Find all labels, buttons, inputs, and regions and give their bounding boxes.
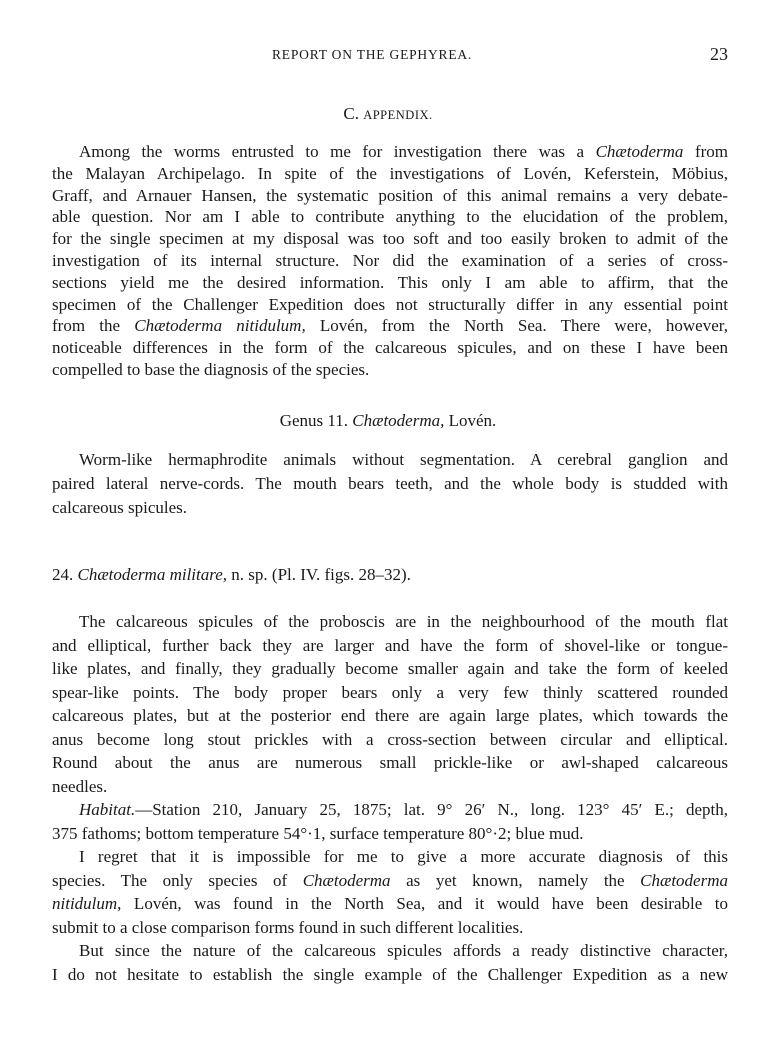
italic-term: Chætoderma militare, — [77, 565, 228, 584]
text-line — [52, 294, 728, 316]
italic-term: Chætoderma nitidulum, — [134, 316, 306, 336]
text-line — [52, 939, 728, 963]
text-run: as yet known, namely the — [390, 870, 641, 890]
text-run: noticeable differences in the form of the calcareous spicules, and on these I have been — [52, 338, 728, 358]
text-run: Among the worms entrusted to me for investigation there was a — [79, 142, 596, 161]
text-run: The calcareous spicules of the proboscis are in the neighbourhood of the mouth flat — [79, 612, 728, 631]
text-run: I regret that it is impossible for me to give a more accurate diagnosis of this — [79, 847, 728, 866]
text-line — [52, 206, 728, 228]
text-line — [52, 359, 728, 381]
species-description — [52, 610, 728, 986]
text-run: investigation of its internal structure. Nor did the examination of a series of cross- — [52, 250, 728, 270]
text-run: able question. Nor am I able to contribute anything to the elucidation of the problem, — [52, 207, 728, 227]
text-line — [52, 798, 728, 822]
text-line — [52, 272, 728, 294]
text-line — [52, 563, 728, 587]
italic-term: Habitat. — [79, 800, 136, 819]
text-run: from the — [52, 316, 135, 336]
text-line — [52, 634, 728, 658]
text-run: 24. — [52, 565, 78, 584]
text-run: anus become long stout prickles with a cross-section between circular and elliptical. — [52, 729, 728, 749]
text-line — [52, 657, 728, 681]
text-line — [52, 448, 728, 472]
appendix-letter: C. — [343, 104, 359, 123]
page-number: 23 — [710, 44, 728, 64]
text-line — [52, 228, 728, 250]
text-line — [52, 315, 728, 337]
text-line — [52, 916, 728, 940]
text-run: compelled to base the diagnosis of the species. — [52, 359, 370, 379]
text-line — [52, 610, 728, 634]
text-run: needles. — [52, 776, 108, 796]
text-line — [52, 892, 728, 916]
text-line — [52, 963, 728, 987]
text-run: the Malayan Archipelago. In spite of the investigations of Lovén, Keferstein, Möbius, — [52, 163, 728, 183]
text-run: for the single specimen at my disposal was too soft and too easily broken to admit of the — [52, 229, 728, 249]
running-title: REPORT ON THE GEPHYREA. — [272, 47, 473, 62]
text-run: I do not hesitate to establish the single example of the Challenger Expedition as a new — [52, 964, 728, 984]
text-run: But since the nature of the calcareous spicules affords a ready distinctive character, — [79, 941, 728, 960]
text-run: paired lateral nerve-cords. The mouth bears teeth, and the whole body is studded with — [52, 474, 728, 493]
text-line — [52, 337, 728, 359]
text-run: specimen of the Challenger Expedition does not structurally differ in any essential point — [52, 294, 728, 314]
text-run: sections yield me the desired information. This only I am able to affirm, that the — [52, 272, 728, 292]
text-run: from — [683, 142, 728, 161]
text-line — [52, 845, 728, 869]
italic-term: nitidulum, — [52, 894, 122, 913]
appendix-heading — [0, 104, 776, 124]
text-run: calcareous plates, but at the posterior end there are again large plates, which towards the — [52, 706, 728, 725]
genus-heading — [0, 411, 776, 431]
text-run: and elliptical, further back they are larger and have the form of shovel-like or tongue- — [52, 635, 728, 655]
text-run: submit to a close comparison forms found in such different localities. — [52, 917, 524, 937]
text-line — [52, 163, 728, 185]
text-run: like plates, and finally, they gradually become smaller again and take the form of keeled — [52, 659, 728, 678]
text-line — [52, 141, 728, 163]
text-line — [52, 728, 728, 752]
text-line — [52, 472, 728, 496]
species-heading — [52, 563, 728, 587]
italic-term: Chætoderma — [640, 870, 728, 890]
text-line — [52, 751, 728, 775]
text-run: spear-like points. The body proper bears only a very few thinly scattered rounded — [52, 682, 728, 702]
text-run: Worm-like hermaphrodite animals without segmentation. A cerebral ganglion and — [79, 450, 728, 469]
text-run: n. sp. (Pl. IV. figs. 28–32). — [227, 565, 411, 584]
italic-term: Chætoderma — [302, 870, 391, 890]
text-run: Lovén. — [444, 411, 497, 430]
text-line — [52, 185, 728, 207]
running-header — [0, 45, 776, 67]
text-run: Genus 11. — [279, 411, 353, 430]
text-run: Graff, and Arnauer Hansen, the systematic position of this animal remains a very debate- — [52, 185, 728, 205]
text-run: —Station 210, January 25, 1875; lat. 9° 26′ N., long. 123° 45′ E.; depth, — [135, 800, 728, 819]
text-line — [52, 704, 728, 728]
text-run: Lovén, was found in the North Sea, and it would have been desirable to — [121, 894, 728, 913]
text-line — [52, 869, 728, 893]
text-line — [52, 775, 728, 799]
intro-paragraph — [52, 141, 728, 381]
text-run: species. The only species of — [52, 870, 303, 890]
genus-description — [52, 448, 728, 520]
text-line — [52, 496, 728, 520]
text-run: 375 fathoms; bottom temperature 54°·1, surface temperature 80°·2; blue mud. — [52, 823, 584, 843]
text-line — [52, 250, 728, 272]
text-line — [52, 681, 728, 705]
italic-term: Chætoderma — [595, 142, 684, 161]
text-run: Lovén, from the North Sea. There were, however, — [305, 316, 728, 336]
text-run: Round about the anus are numerous small prickle-like or awl-shaped calcareous — [52, 753, 728, 772]
text-line — [52, 822, 728, 846]
text-run: calcareous spicules. — [52, 498, 187, 517]
appendix-title: APPENDIX. — [363, 108, 433, 122]
italic-term: Chætoderma, — [352, 411, 445, 430]
